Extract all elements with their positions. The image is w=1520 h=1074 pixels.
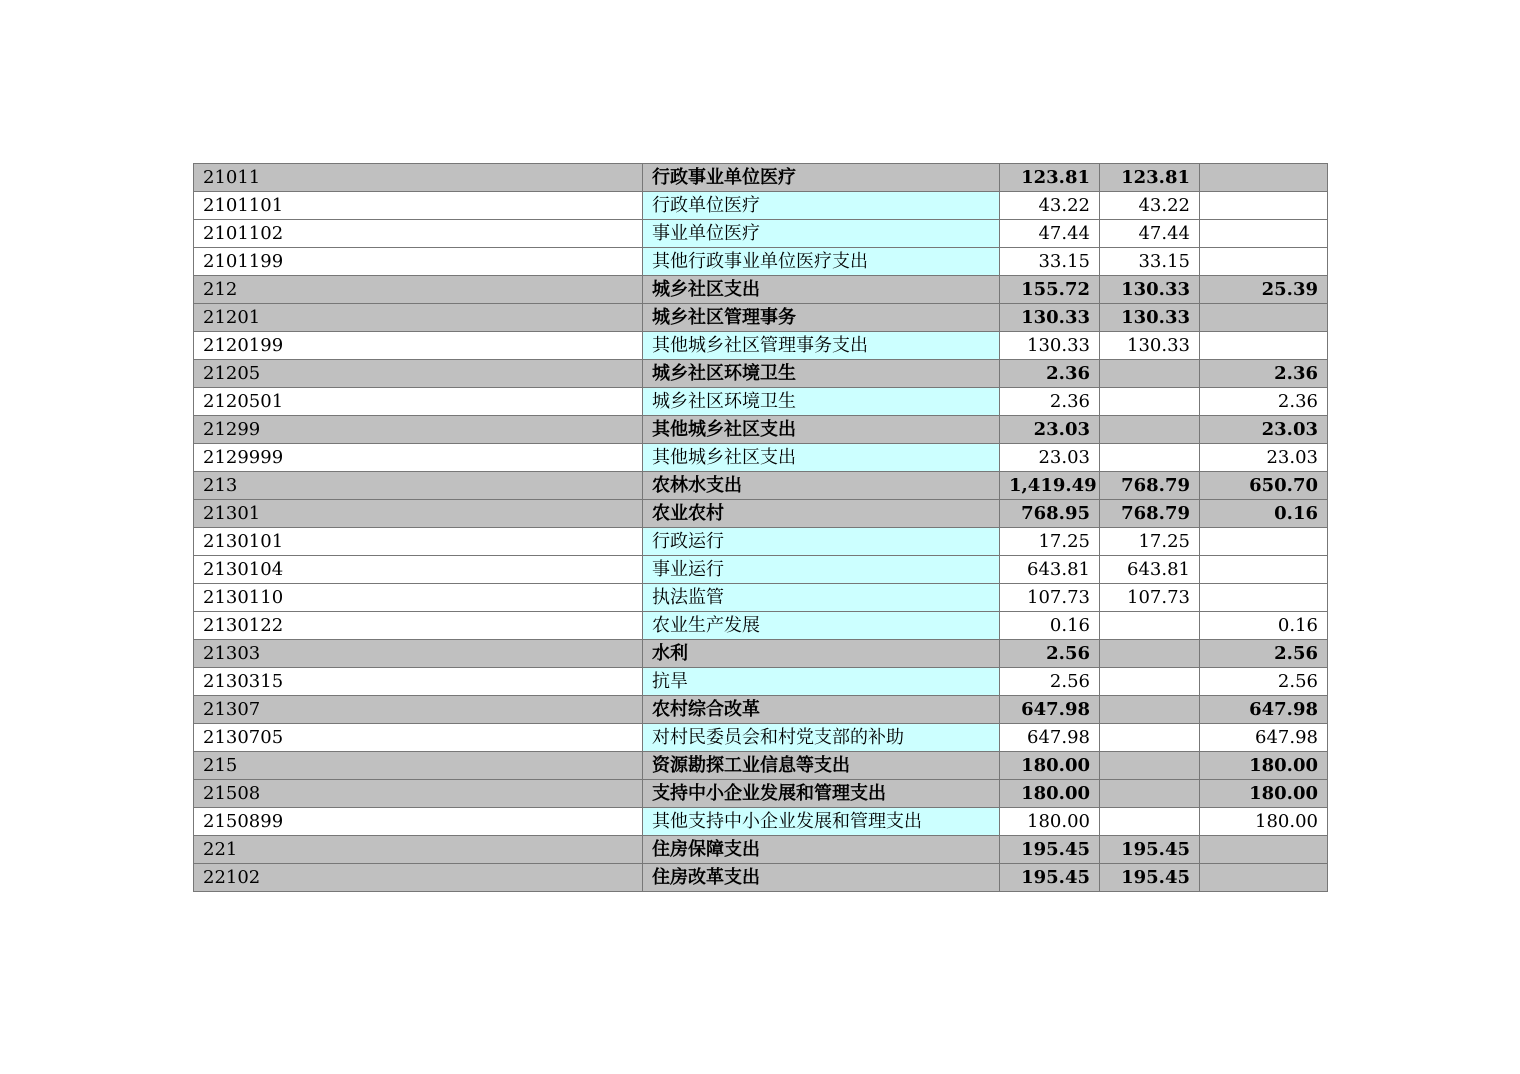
table-row (194, 668, 1328, 696)
row-project-cell (1200, 836, 1328, 864)
row-project-cell: 2.56 (1200, 640, 1328, 668)
row-name-cell: 水利 (643, 640, 1000, 668)
row-code-cell: 2130705 (194, 724, 643, 752)
row-total-cell: 23.03 (1000, 444, 1100, 472)
row-name-cell: 住房改革支出 (643, 864, 1000, 892)
table-row (194, 640, 1328, 668)
row-project-cell (1200, 304, 1328, 332)
row-project-cell: 647.98 (1200, 696, 1328, 724)
table-row (194, 248, 1328, 276)
row-project-cell: 2.36 (1200, 360, 1328, 388)
row-code-cell: 21307 (194, 696, 643, 724)
row-project-cell (1200, 556, 1328, 584)
row-code-cell: 2101199 (194, 248, 643, 276)
table-row (194, 752, 1328, 780)
row-project-cell: 180.00 (1200, 752, 1328, 780)
row-total-cell: 647.98 (1000, 696, 1100, 724)
row-total-cell: 23.03 (1000, 416, 1100, 444)
row-name-cell: 行政事业单位医疗 (643, 164, 1000, 192)
table-row (194, 276, 1328, 304)
row-name-cell: 事业单位医疗 (643, 220, 1000, 248)
row-code-cell: 2101101 (194, 192, 643, 220)
row-code-cell: 21303 (194, 640, 643, 668)
row-name-cell: 农村综合改革 (643, 696, 1000, 724)
table-row (194, 388, 1328, 416)
row-project-cell: 180.00 (1200, 808, 1328, 836)
table-row (194, 696, 1328, 724)
row-name-cell: 抗旱 (643, 668, 1000, 696)
row-project-cell: 647.98 (1200, 724, 1328, 752)
row-basic-cell (1100, 696, 1200, 724)
row-name-cell: 城乡社区环境卫生 (643, 388, 1000, 416)
row-total-cell: 180.00 (1000, 780, 1100, 808)
row-basic-cell (1100, 612, 1200, 640)
row-total-cell: 1,419.49 (1000, 472, 1100, 500)
row-total-cell: 43.22 (1000, 192, 1100, 220)
row-basic-cell: 768.79 (1100, 472, 1200, 500)
row-name-cell: 其他行政事业单位医疗支出 (643, 248, 1000, 276)
row-name-cell: 资源勘探工业信息等支出 (643, 752, 1000, 780)
row-basic-cell (1100, 444, 1200, 472)
row-total-cell: 647.98 (1000, 724, 1100, 752)
row-code-cell: 2130104 (194, 556, 643, 584)
row-code-cell: 2150899 (194, 808, 643, 836)
table-row (194, 556, 1328, 584)
row-code-cell: 213 (194, 472, 643, 500)
row-name-cell: 农业农村 (643, 500, 1000, 528)
table-body (194, 164, 1328, 892)
row-total-cell: 130.33 (1000, 304, 1100, 332)
row-name-cell: 其他城乡社区管理事务支出 (643, 332, 1000, 360)
row-name-cell: 其他支持中小企业发展和管理支出 (643, 808, 1000, 836)
row-name-cell: 事业运行 (643, 556, 1000, 584)
table-row (194, 836, 1328, 864)
table-row (194, 584, 1328, 612)
row-basic-cell (1100, 808, 1200, 836)
row-total-cell: 33.15 (1000, 248, 1100, 276)
row-code-cell: 2130110 (194, 584, 643, 612)
row-basic-cell: 33.15 (1100, 248, 1200, 276)
row-name-cell: 农林水支出 (643, 472, 1000, 500)
row-total-cell: 0.16 (1000, 612, 1100, 640)
row-project-cell (1200, 584, 1328, 612)
table-row (194, 808, 1328, 836)
row-basic-cell: 130.33 (1100, 276, 1200, 304)
row-basic-cell (1100, 388, 1200, 416)
row-project-cell (1200, 332, 1328, 360)
row-project-cell: 2.36 (1200, 388, 1328, 416)
row-name-cell: 其他城乡社区支出 (643, 416, 1000, 444)
row-project-cell (1200, 192, 1328, 220)
row-project-cell (1200, 528, 1328, 556)
table-row (194, 164, 1328, 192)
row-code-cell: 2101102 (194, 220, 643, 248)
row-code-cell: 21201 (194, 304, 643, 332)
table-row (194, 724, 1328, 752)
row-total-cell: 2.56 (1000, 668, 1100, 696)
row-code-cell: 21205 (194, 360, 643, 388)
row-basic-cell: 130.33 (1100, 304, 1200, 332)
row-total-cell: 180.00 (1000, 752, 1100, 780)
table-row (194, 220, 1328, 248)
row-total-cell: 123.81 (1000, 164, 1100, 192)
table-row (194, 864, 1328, 892)
row-name-cell: 城乡社区环境卫生 (643, 360, 1000, 388)
row-project-cell: 0.16 (1200, 500, 1328, 528)
row-name-cell: 住房保障支出 (643, 836, 1000, 864)
row-total-cell: 2.56 (1000, 640, 1100, 668)
row-total-cell: 2.36 (1000, 388, 1100, 416)
row-project-cell: 180.00 (1200, 780, 1328, 808)
row-code-cell: 22102 (194, 864, 643, 892)
row-basic-cell (1100, 724, 1200, 752)
row-code-cell: 21299 (194, 416, 643, 444)
row-total-cell: 107.73 (1000, 584, 1100, 612)
row-total-cell: 155.72 (1000, 276, 1100, 304)
row-code-cell: 212 (194, 276, 643, 304)
budget-table (193, 163, 1328, 892)
row-name-cell: 执法监管 (643, 584, 1000, 612)
row-code-cell: 221 (194, 836, 643, 864)
row-project-cell: 650.70 (1200, 472, 1328, 500)
table-row (194, 528, 1328, 556)
row-project-cell: 23.03 (1200, 444, 1328, 472)
row-total-cell: 2.36 (1000, 360, 1100, 388)
row-basic-cell: 195.45 (1100, 864, 1200, 892)
row-project-cell (1200, 864, 1328, 892)
table-row (194, 332, 1328, 360)
row-project-cell: 2.56 (1200, 668, 1328, 696)
row-code-cell: 2130315 (194, 668, 643, 696)
row-total-cell: 130.33 (1000, 332, 1100, 360)
table-row (194, 304, 1328, 332)
table-row (194, 416, 1328, 444)
row-project-cell: 23.03 (1200, 416, 1328, 444)
row-code-cell: 21011 (194, 164, 643, 192)
row-project-cell: 0.16 (1200, 612, 1328, 640)
row-basic-cell: 43.22 (1100, 192, 1200, 220)
row-name-cell: 行政单位医疗 (643, 192, 1000, 220)
table-row (194, 444, 1328, 472)
row-basic-cell: 130.33 (1100, 332, 1200, 360)
row-basic-cell: 195.45 (1100, 836, 1200, 864)
row-total-cell: 195.45 (1000, 836, 1100, 864)
row-name-cell: 行政运行 (643, 528, 1000, 556)
row-project-cell (1200, 164, 1328, 192)
table-row (194, 192, 1328, 220)
table-row (194, 780, 1328, 808)
row-basic-cell: 643.81 (1100, 556, 1200, 584)
row-name-cell: 农业生产发展 (643, 612, 1000, 640)
table-row (194, 612, 1328, 640)
row-code-cell: 2120199 (194, 332, 643, 360)
row-total-cell: 180.00 (1000, 808, 1100, 836)
row-name-cell: 对村民委员会和村党支部的补助 (643, 724, 1000, 752)
row-code-cell: 2129999 (194, 444, 643, 472)
row-basic-cell: 768.79 (1100, 500, 1200, 528)
row-total-cell: 195.45 (1000, 864, 1100, 892)
row-basic-cell: 107.73 (1100, 584, 1200, 612)
table-row (194, 472, 1328, 500)
row-basic-cell (1100, 360, 1200, 388)
row-code-cell: 2130101 (194, 528, 643, 556)
row-total-cell: 17.25 (1000, 528, 1100, 556)
row-code-cell: 21301 (194, 500, 643, 528)
row-total-cell: 643.81 (1000, 556, 1100, 584)
row-name-cell: 城乡社区管理事务 (643, 304, 1000, 332)
row-name-cell: 支持中小企业发展和管理支出 (643, 780, 1000, 808)
row-basic-cell: 123.81 (1100, 164, 1200, 192)
table-row (194, 500, 1328, 528)
row-project-cell: 25.39 (1200, 276, 1328, 304)
row-total-cell: 768.95 (1000, 500, 1100, 528)
row-code-cell: 215 (194, 752, 643, 780)
row-code-cell: 2120501 (194, 388, 643, 416)
row-code-cell: 2130122 (194, 612, 643, 640)
table-row (194, 360, 1328, 388)
row-basic-cell (1100, 416, 1200, 444)
row-code-cell: 21508 (194, 780, 643, 808)
row-name-cell: 其他城乡社区支出 (643, 444, 1000, 472)
row-basic-cell (1100, 780, 1200, 808)
row-basic-cell: 17.25 (1100, 528, 1200, 556)
row-total-cell: 47.44 (1000, 220, 1100, 248)
row-basic-cell (1100, 668, 1200, 696)
row-basic-cell (1100, 640, 1200, 668)
row-basic-cell: 47.44 (1100, 220, 1200, 248)
row-name-cell: 城乡社区支出 (643, 276, 1000, 304)
row-basic-cell (1100, 752, 1200, 780)
row-project-cell (1200, 248, 1328, 276)
row-project-cell (1200, 220, 1328, 248)
